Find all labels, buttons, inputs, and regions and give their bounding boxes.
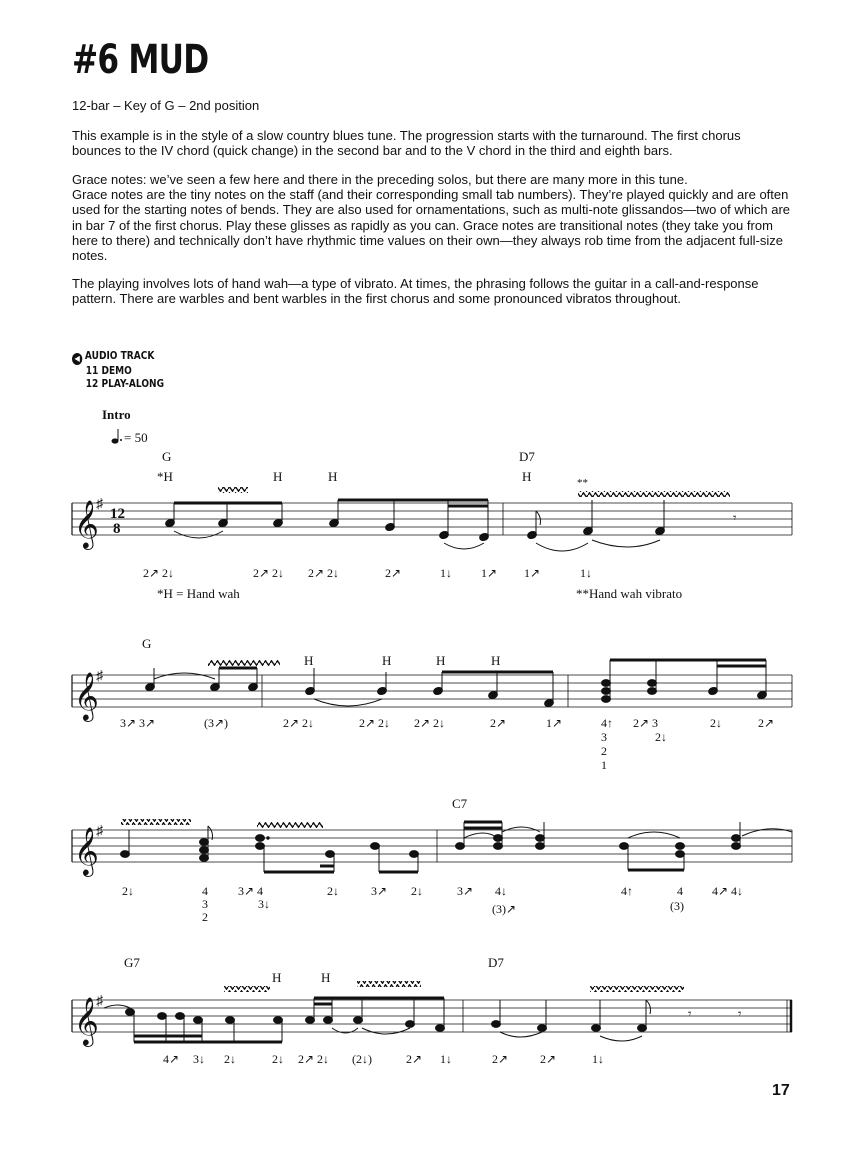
svg-text:4↗: 4↗: [163, 1052, 180, 1066]
svg-text:3↗ 4: 3↗ 4: [238, 884, 264, 898]
svg-text:2↗: 2↗: [406, 1052, 423, 1066]
svg-text:2↗ 2↓: 2↗ 2↓: [308, 566, 340, 580]
warble-mark: [218, 487, 248, 493]
vibrato-wavy-line: [578, 491, 730, 497]
chord-symbol: D7: [519, 449, 535, 464]
notes-system-4: [104, 998, 651, 1042]
svg-text:= 50: = 50: [124, 430, 148, 445]
notes-system-3: [121, 822, 793, 872]
hand-wah-mark: H: [304, 653, 314, 668]
svg-text:2↓: 2↓: [710, 716, 722, 730]
svg-text:4: 4: [677, 884, 683, 898]
warble-mark: [357, 981, 421, 987]
warble-mark: [224, 986, 270, 992]
svg-text:2↗ 2↓: 2↗ 2↓: [298, 1052, 330, 1066]
svg-text:4↑: 4↑: [621, 884, 633, 898]
tab-system-2: [120, 716, 774, 772]
svg-text:4↓: 4↓: [495, 884, 507, 898]
svg-text:2↗: 2↗: [490, 716, 507, 730]
key-signature-sharp: ♯: [96, 497, 103, 512]
tab-system-3: [122, 884, 743, 924]
key-signature-sharp: ♯: [96, 669, 103, 684]
footnote-vibrato: **Hand wah vibrato: [576, 586, 683, 601]
tab-system-4: [163, 1052, 604, 1066]
time-signature: 12: [110, 506, 125, 522]
svg-text:2↓: 2↓: [327, 884, 339, 898]
svg-text:3: 3: [202, 897, 208, 911]
svg-text:4↗ 4↓: 4↗ 4↓: [712, 884, 744, 898]
svg-text:4↑: 4↑: [601, 716, 613, 730]
svg-text:2↓: 2↓: [272, 1052, 284, 1066]
svg-text:3↗ 3↗: 3↗ 3↗: [120, 716, 156, 730]
grace-notes-line1: Grace notes: we’ve seen a few here and there in the preceding solos, but there are many more in this tune.: [72, 172, 688, 187]
svg-text:2: 2: [601, 744, 607, 758]
rest: 𝄾: [733, 510, 737, 525]
chord-symbol: G7: [124, 955, 140, 970]
svg-text:(2↓): (2↓): [352, 1052, 372, 1066]
svg-text:(3↗): (3↗): [204, 716, 229, 730]
svg-text:2↓: 2↓: [224, 1052, 236, 1066]
hand-wah-mark: H: [522, 469, 532, 484]
svg-text:1↓: 1↓: [592, 1052, 604, 1066]
warble-mark: [208, 660, 280, 666]
notes-system-2: [145, 660, 768, 708]
svg-text:3↓: 3↓: [193, 1052, 205, 1066]
svg-text:1↗: 1↗: [546, 716, 563, 730]
rest: 𝄾: [738, 1006, 742, 1021]
chord-symbol: G: [162, 449, 172, 464]
audio-demo-label: 11 DEMO: [85, 365, 132, 377]
svg-text:2↗ 2↓: 2↗ 2↓: [359, 716, 391, 730]
hand-wah-mark: H: [436, 653, 446, 668]
svg-text:(3)↗: (3)↗: [492, 902, 517, 916]
svg-text:1↓: 1↓: [440, 566, 452, 580]
rest: 𝄾: [688, 1006, 692, 1021]
tune-subtitle: 12-bar – Key of G – 2nd position: [72, 98, 260, 113]
svg-text:4: 4: [202, 884, 208, 898]
svg-text:(3): (3): [670, 899, 684, 913]
treble-clef: 𝄞: [74, 829, 99, 875]
page-title: #6 MUD: [72, 37, 209, 83]
chord-symbol: D7: [488, 955, 504, 970]
svg-text:2↗ 3: 2↗ 3: [633, 716, 659, 730]
chord-symbol: G: [142, 636, 152, 651]
notes-system-1: [165, 500, 666, 551]
svg-text:2↗ 2↓: 2↗ 2↓: [414, 716, 446, 730]
chord-symbol: C7: [452, 796, 468, 811]
hand-wah-mark: *H: [157, 469, 173, 484]
svg-text:2↗ 2↓: 2↗ 2↓: [253, 566, 285, 580]
svg-text:2↗: 2↗: [758, 716, 775, 730]
treble-clef: 𝄞: [74, 674, 99, 720]
svg-text:1↓: 1↓: [580, 566, 592, 580]
svg-text:2↓: 2↓: [122, 884, 134, 898]
svg-text:2↓: 2↓: [411, 884, 423, 898]
staff-system-1: [72, 503, 792, 535]
svg-text:1↗: 1↗: [524, 566, 541, 580]
tempo-marking: [112, 429, 148, 445]
page-number: 17: [772, 1082, 790, 1099]
svg-text:3: 3: [601, 730, 607, 744]
svg-text:2↗: 2↗: [385, 566, 402, 580]
vibrato-wavy-line: [590, 986, 684, 992]
svg-text:2↗: 2↗: [492, 1052, 509, 1066]
staff-system-2: [72, 675, 792, 707]
hand-wah-mark: H: [273, 469, 283, 484]
svg-text:2: 2: [202, 910, 208, 924]
tab-system-1: [143, 566, 592, 580]
audio-track-label: AUDIO TRACK: [84, 350, 155, 362]
hand-wah-paragraph: The playing involves lots of hand wah—a type of vibrato. At times, the phrasing follows the guitar in a call-and-response pattern. There are warbles and bent warbles in the first chorus and some pronounced vibratos throughout.: [72, 276, 759, 307]
warble-mark: [257, 822, 323, 828]
audio-playalong-label: 12 PLAY-ALONG: [85, 378, 164, 390]
grace-notes-body: Grace notes are the tiny notes on the staff (and their corresponding small tab numbers). They’re played quickly and are often used for the starting notes of bends. They are also used for ornamentations, such as multi-note glissandos—two of which are in bar 7 of the first chorus. Play these glisses as rapidly as you can. Grace notes are transitional notes (they take you from here to there) and technically don’t have rhythmic time values on their own—they always rob time from the adjacent full-size notes.: [72, 187, 791, 264]
key-signature-sharp: ♯: [96, 824, 103, 839]
intro-paragraph: This example is in the style of a slow country blues tune. The progression starts with the turnaround. The first chorus bounces to the IV chord (quick change) in the second bar and to the V chord in the third and eighth bars.: [72, 128, 741, 159]
svg-text:3↗: 3↗: [457, 884, 474, 898]
svg-text:2↗: 2↗: [540, 1052, 557, 1066]
intro-label: Intro: [102, 407, 131, 422]
hand-wah-mark: H: [382, 653, 392, 668]
hand-wah-mark: H: [321, 970, 331, 985]
svg-text:1↗: 1↗: [481, 566, 498, 580]
svg-text:2↓: 2↓: [655, 730, 667, 744]
speaker-icon: ◀: [72, 353, 82, 365]
svg-text:2↗ 2↓: 2↗ 2↓: [283, 716, 315, 730]
treble-clef: 𝄞: [74, 502, 99, 548]
svg-text:8: 8: [113, 521, 121, 537]
hand-wah-mark: H: [272, 970, 282, 985]
svg-text:3↗: 3↗: [371, 884, 388, 898]
vibrato-star: **: [577, 477, 588, 489]
svg-text:1: 1: [601, 758, 607, 772]
hand-wah-mark: H: [491, 653, 501, 668]
key-signature-sharp: ♯: [96, 994, 103, 1009]
svg-text:2↗ 2↓: 2↗ 2↓: [143, 566, 175, 580]
treble-clef: 𝄞: [74, 999, 99, 1045]
svg-text:3↓: 3↓: [258, 897, 270, 911]
hand-wah-mark: H: [328, 469, 338, 484]
warble-mark: [121, 819, 191, 825]
footnote-hand-wah: *H = Hand wah: [157, 586, 240, 601]
svg-text:1↓: 1↓: [440, 1052, 452, 1066]
